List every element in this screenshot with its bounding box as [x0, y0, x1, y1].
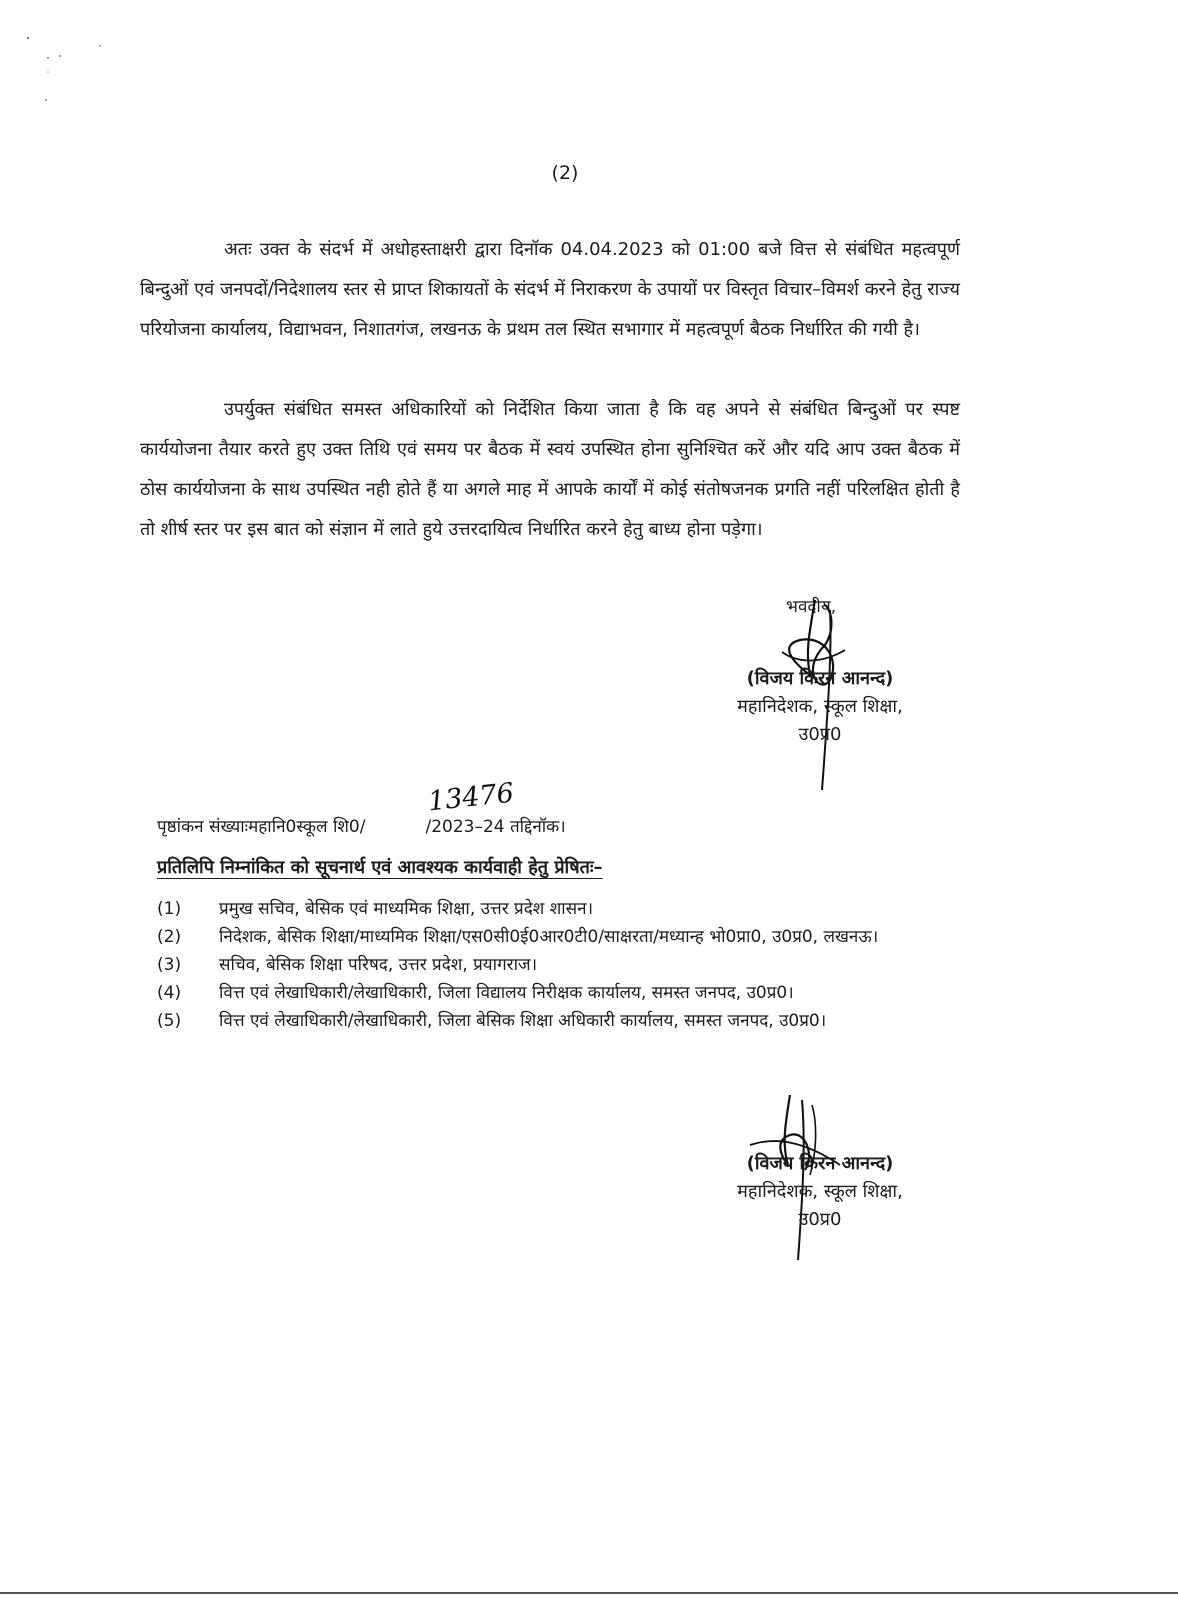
list-text: प्रमुख सचिव, बेसिक एवं माध्यमिक शिक्षा, उत्तर प्रदेश शासन।: [219, 899, 594, 919]
paragraph-meeting-notice: अतः उक्त के संदर्भ में अधोहस्ताक्षरी द्वारा दिनॉक 04.04.2023 को 01:00 बजे वित्त से संबंधित महत्वपूर्ण बिन्दुओं एवं जनपदों/निदेशालय स्तर से प्राप्त शिकायतों के संदर्भ में निराकरण के उपायों पर विस्तृत विचार–विमर्श करने हेतु राज्य परियोजना कार्यालय, विद्याभवन, निशातगंज, लखनऊ के प्रथम तल स्थित सभागार में महत्वपूर्ण बैठक निर्धारित की गयी है।: [140, 239, 960, 340]
signatory-designation: महानिदेशक, स्कूल शिक्षा,: [737, 1181, 903, 1202]
signatory-name: (विजय किरन आनन्द): [746, 668, 894, 689]
copy-recipients-list: [157, 896, 947, 1036]
reference-line: [157, 814, 566, 837]
paragraph-instructions: उपर्युक्त संबंधित समस्त अधिकारियों को निर्देशित किया जाता है कि वह अपने से संबंधित बिन्दुओं पर स्पष्ट कार्ययोजना तैयार करते हुए उक्त तिथि एवं समय पर बैठक में स्वयं उपस्थित होना सुनिश्चित करें और यदि आप उक्त बैठक में ठोस कार्ययोजना के साथ उपस्थित नही होते हैं या अगले माह में आपके कार्यों में कोई संतोषजनक प्रगति नहीं परिलक्षित होती है तो शीर्ष स्तर पर इस बात को संज्ञान में लाते हुये उत्तरदायित्व निर्धारित करने हेतु बाध्य होना पड़ेगा।: [140, 399, 960, 540]
list-index: (2): [157, 927, 182, 947]
list-item: [157, 952, 947, 978]
list-index: (3): [157, 955, 182, 975]
list-text: वित्त एवं लेखाधिकारी/लेखाधिकारी, जिला विद्यालय निरीक्षक कार्यालय, समस्त जनपद, उ0प्र0।: [219, 983, 794, 1003]
list-index: (5): [157, 1011, 182, 1031]
list-item: [157, 1008, 947, 1034]
list-text: निदेशक, बेसिक शिक्षा/माध्यमिक शिक्षा/एस0सी0ई0आर0टी0/साक्षरता/मध्यान्ह भो0प्रा0, उ0प्र0, लखनऊ।: [219, 927, 879, 947]
greeting: भवदीय,: [786, 597, 837, 617]
signatory-name: (विजय किरन आनन्द): [746, 1153, 894, 1174]
signature-block-1: [690, 665, 950, 749]
list-text: सचिव, बेसिक शिक्षा परिषद, उत्तर प्रदेश, प्रयागराज।: [219, 955, 538, 975]
list-text: वित्त एवं लेखाधिकारी/लेखाधिकारी, जिला बेसिक शिक्षा अधिकारी कार्यालय, समस्त जनपद, उ0प्र0।: [219, 1011, 827, 1031]
reference-suffix: /2023–24 तद्दिनॉक।: [425, 817, 566, 837]
signatory-location: उ0प्र0: [798, 1209, 842, 1230]
scan-specks: [0, 0, 120, 120]
list-item: [157, 924, 947, 950]
list-item: [157, 980, 947, 1006]
list-index: (1): [157, 899, 182, 919]
list-item: [157, 896, 947, 922]
handwritten-dispatch-number: 13476: [426, 777, 516, 818]
copy-heading: प्रतिलिपि निम्नांकित को सूचनार्थ एवं आवश्यक कार्यवाही हेतु प्रेषितः–: [157, 857, 603, 878]
page-number: (2): [551, 162, 579, 184]
signature-block-2: [690, 1150, 950, 1234]
scan-edge-line: [0, 1592, 1178, 1594]
signatory-designation: महानिदेशक, स्कूल शिक्षा,: [737, 696, 903, 717]
signatory-location: उ0प्र0: [798, 724, 842, 745]
reference-prefix: पृष्ठांकन संख्याःमहानि0स्कूल शि0/: [157, 817, 366, 837]
list-index: (4): [157, 983, 182, 1003]
